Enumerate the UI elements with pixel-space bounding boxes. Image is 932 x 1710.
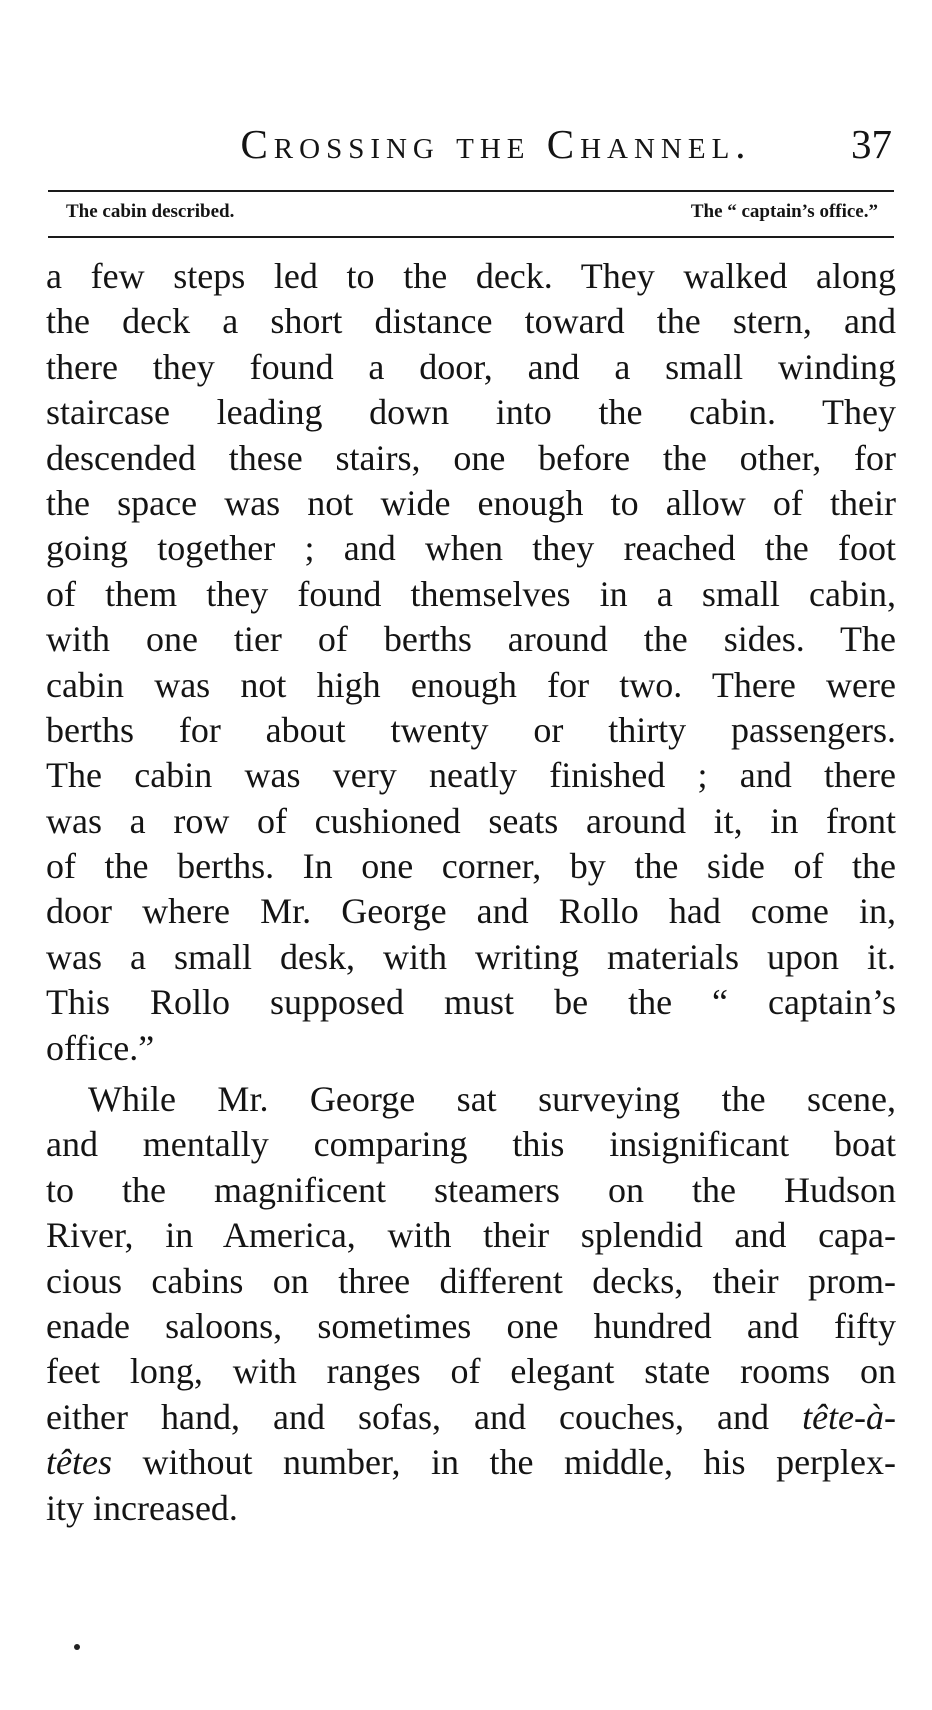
running-head: [46, 112, 896, 172]
text-line: River, in America, with their splendid and capa-: [46, 1215, 896, 1256]
header-rule-bottom: [48, 236, 894, 238]
text-line: This Rollo supposed must be the “ captain’s: [46, 982, 896, 1023]
text-line: staircase leading down into the cabin. They: [46, 392, 896, 433]
text-segment: without number, in the middle, his perplex-: [142, 1442, 896, 1483]
body-text: [46, 254, 896, 1531]
text-line: The cabin was very neatly finished ; and there: [46, 755, 896, 796]
text-line: there they found a door, and a small winding: [46, 346, 896, 387]
text-line: a few steps led to the deck. They walked along: [46, 256, 896, 296]
side-headings: [66, 198, 878, 230]
text-line: was a small desk, with writing materials upon it.: [46, 936, 896, 977]
italic-word: tête-à-: [802, 1396, 896, 1437]
text-line: with one tier of berths around the sides. The: [46, 619, 896, 660]
subhead-right: The “ captain’s office.”: [690, 201, 878, 222]
text-segment: either hand, and sofas, and couches, and: [46, 1396, 770, 1437]
text-line: was a row of cushioned seats around it, in front: [46, 800, 896, 841]
text-line: cabin was not high enough for two. There were: [46, 664, 896, 705]
text-line: descended these stairs, one before the other, for: [46, 437, 896, 478]
text-line: and mentally comparing this insignificant boat: [46, 1124, 896, 1165]
text-line: door where Mr. George and Rollo had come in,: [46, 891, 896, 932]
text-line: feet long, with ranges of elegant state rooms on: [46, 1351, 896, 1392]
running-title: Crossing the Channel.: [240, 121, 752, 167]
text-line: cious cabins on three different decks, their prom-: [46, 1260, 896, 1301]
subhead-left: The cabin described.: [66, 201, 235, 222]
text-line: of them they found themselves in a small cabin,: [46, 573, 896, 614]
text-line: berths for about twenty or thirty passengers.: [46, 709, 896, 750]
page-number: 37: [851, 121, 892, 167]
text-line: of the berths. In one corner, by the side of the: [46, 846, 896, 887]
text-line: to the magnificent steamers on the Hudson: [46, 1169, 896, 1210]
text-line: going together ; and when they reached the foot: [46, 528, 896, 569]
book-page: [46, 0, 896, 1710]
text-line: office.”: [46, 1027, 155, 1068]
header-rule-top: [48, 190, 894, 192]
text-line: While Mr. George sat surveying the scene,: [88, 1079, 896, 1120]
text-line-with-italic: [46, 1395, 896, 1440]
text-line-with-italic: [46, 1440, 896, 1485]
text-line: the space was not wide enough to allow of their: [46, 482, 896, 523]
italic-word: têtes: [46, 1442, 112, 1483]
ink-speck: [74, 1644, 80, 1650]
text-line: enade saloons, sometimes one hundred and fifty: [46, 1305, 896, 1346]
text-line: the deck a short distance toward the stern, and: [46, 301, 896, 342]
text-line: ity increased.: [46, 1487, 238, 1528]
